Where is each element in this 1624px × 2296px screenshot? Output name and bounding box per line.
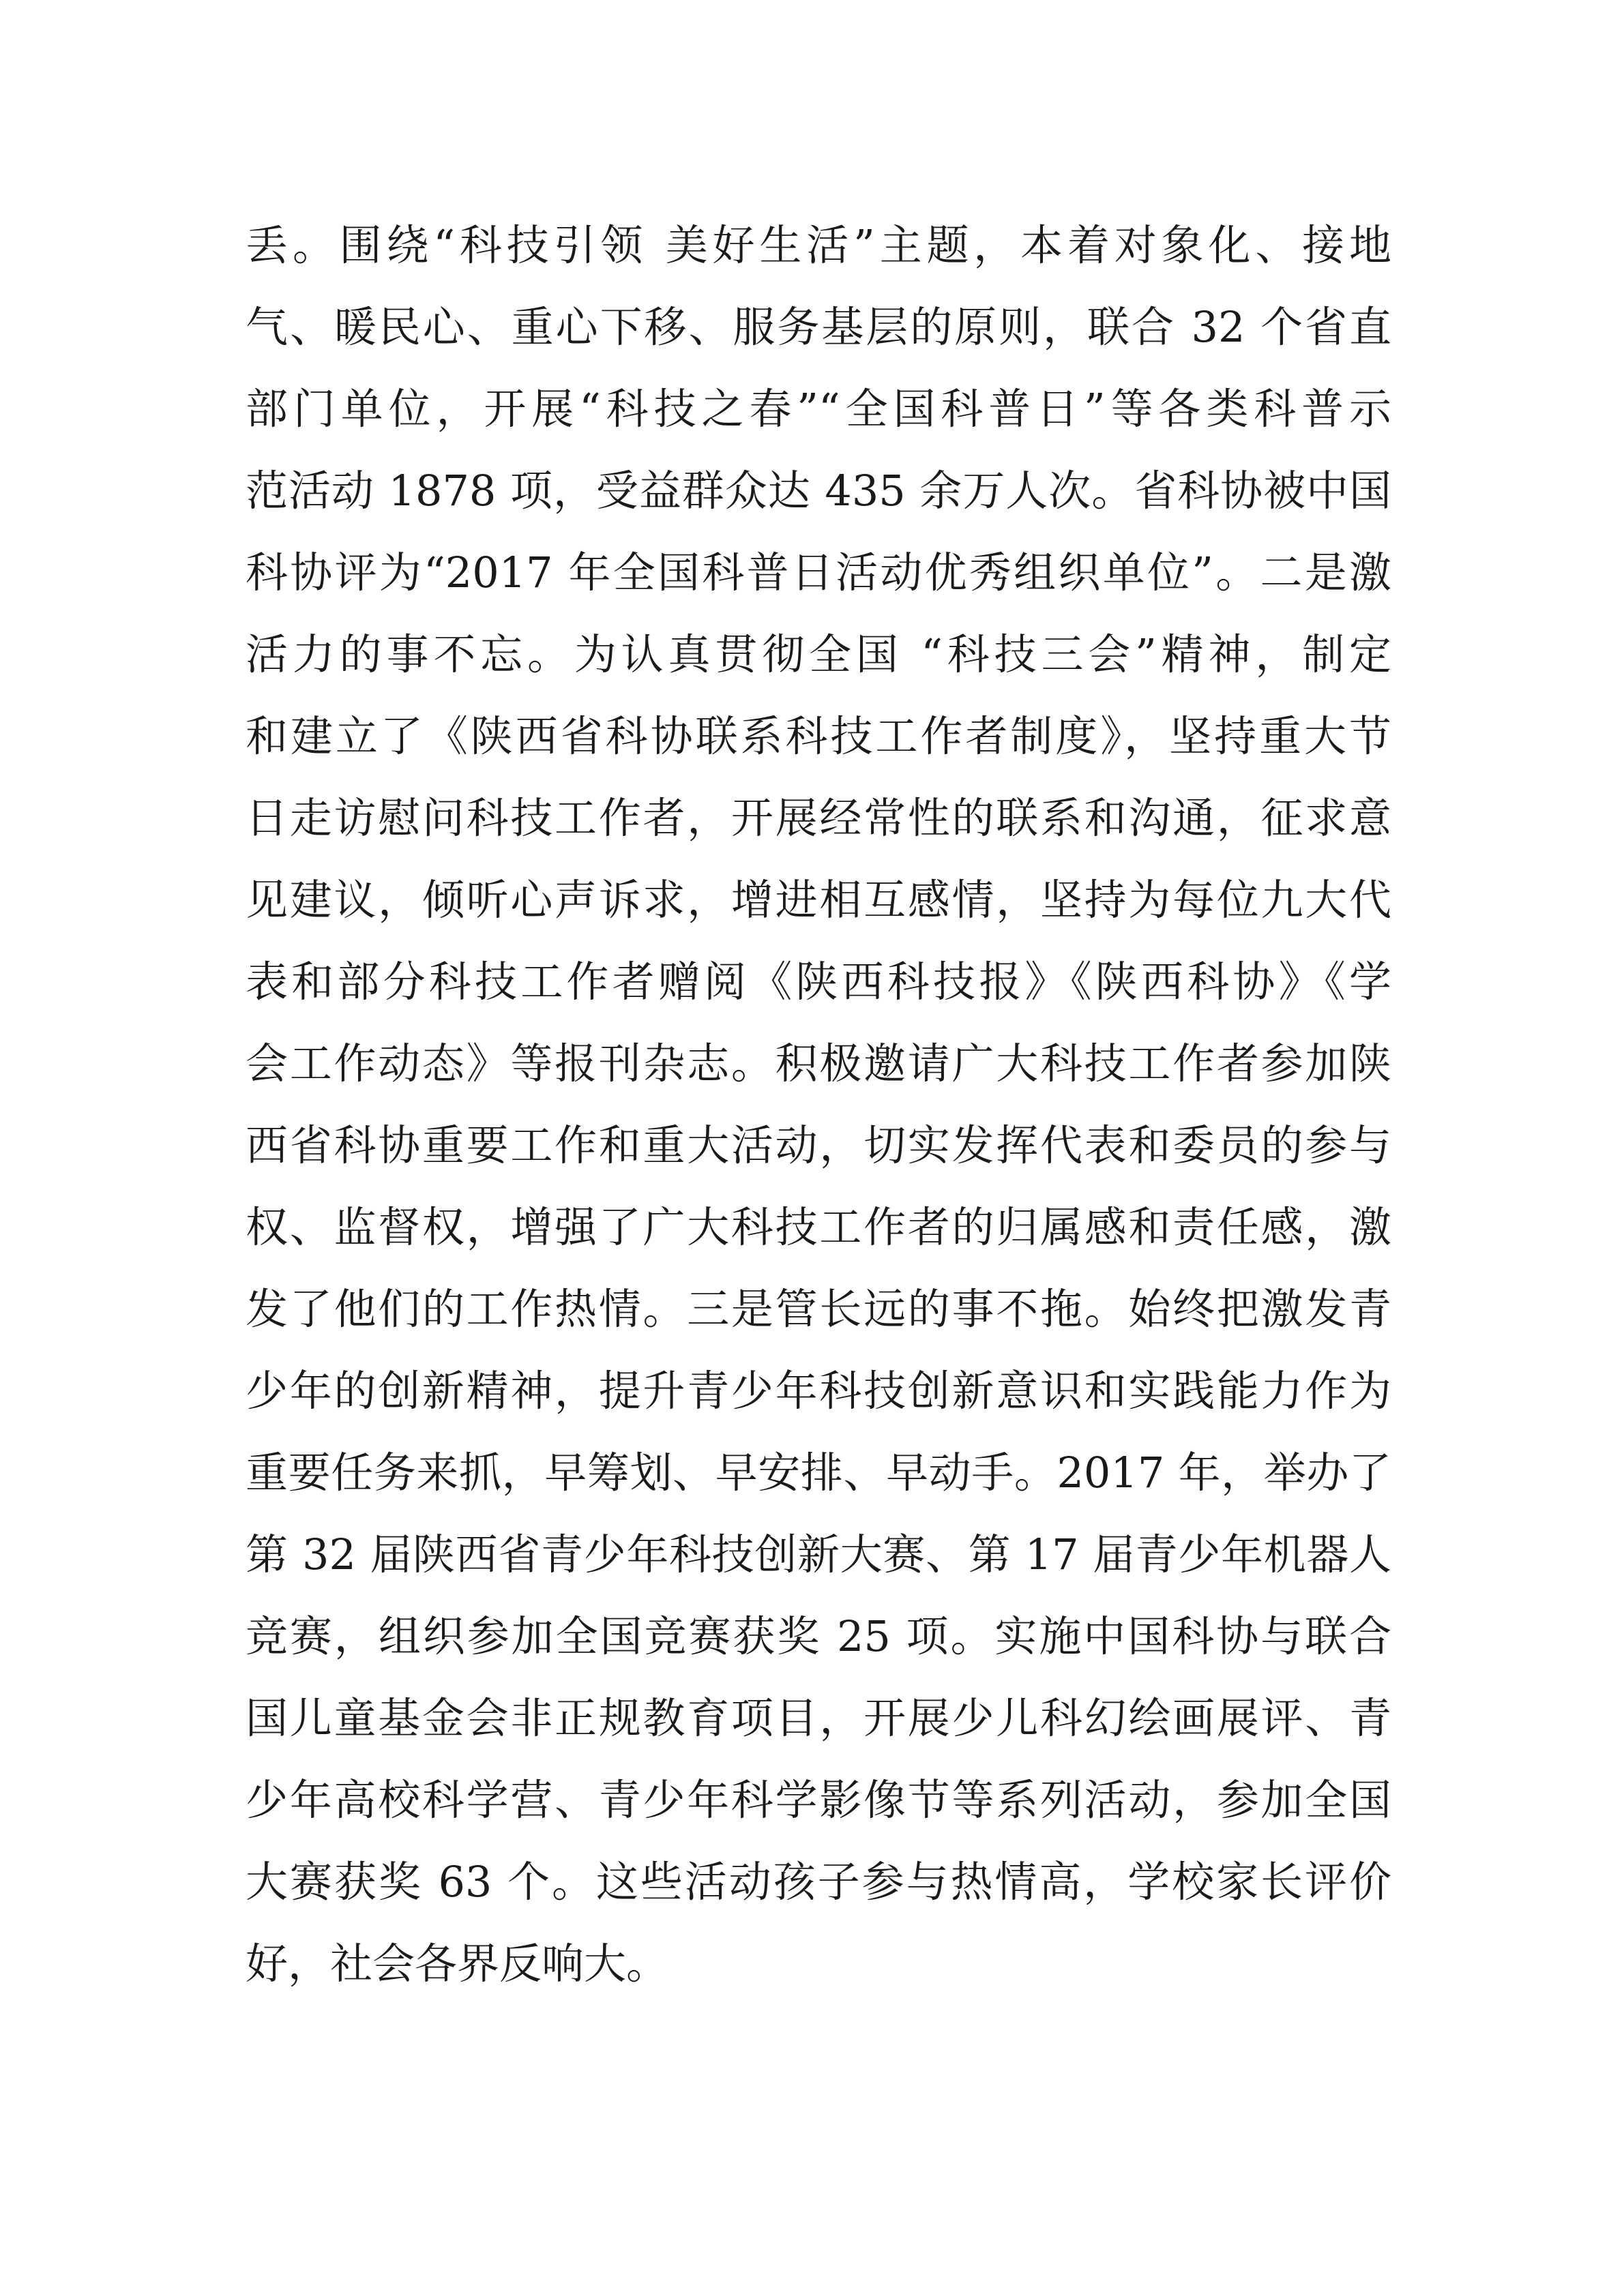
- text-line: 会工作动态》等报刊杂志。积极邀请广大科技工作者参加陕: [246, 1039, 1391, 1088]
- text-line: 权、监督权，增强了广大科技工作者的归属感和责任感，激: [246, 1202, 1391, 1252]
- text-line: 范活动 1878 项，受益群众达 435 余万人次。省科协被中国: [246, 466, 1391, 516]
- text-line-last: 好，社会各界反响大。: [246, 1939, 669, 1988]
- text-line: 丢。围绕“科技引领 美好生活”主题，本着对象化、接地: [246, 220, 1391, 270]
- text-line: 表和部分科技工作者赠阅《陕西科技报》《陕西科协》《学: [246, 957, 1391, 1007]
- text-line: 国儿童基金会非正规教育项目，开展少儿科幻绘画展评、青: [246, 1693, 1391, 1743]
- text-line: 日走访慰问科技工作者，开展经常性的联系和沟通，征求意: [246, 793, 1391, 843]
- text-line: 竞赛，组织参加全国竞赛获奖 25 项。实施中国科协与联合: [246, 1611, 1391, 1661]
- text-line: 科协评为“2017 年全国科普日活动优秀组织单位”。二是激: [246, 548, 1391, 597]
- text-line: 少年高校科学营、青少年科学影像节等系列活动，参加全国: [246, 1775, 1391, 1825]
- text-line: 重要任务来抓，早筹划、早安排、早动手。2017 年，举办了: [246, 1448, 1391, 1497]
- text-line: 和建立了《陕西省科协联系科技工作者制度》，坚持重大节: [246, 711, 1391, 761]
- text-line: 气、暖民心、重心下移、服务基层的原则，联合 32 个省直: [246, 302, 1391, 352]
- text-line: 西省科协重要工作和重大活动，切实发挥代表和委员的参与: [246, 1120, 1391, 1170]
- text-line: 大赛获奖 63 个。这些活动孩子参与热情高，学校家长评价: [246, 1857, 1391, 1907]
- text-line: 活力的事不忘。为认真贯彻全国 “科技三会”精神，制定: [246, 629, 1391, 679]
- text-line: 少年的创新精神，提升青少年科技创新意识和实践能力作为: [246, 1366, 1391, 1416]
- text-line: 见建议，倾听心声诉求，增进相互感情，坚持为每位九大代: [246, 875, 1391, 925]
- text-line: 第 32 届陕西省青少年科技创新大赛、第 17 届青少年机器人: [246, 1530, 1391, 1579]
- text-line: 发了他们的工作热情。三是管长远的事不拖。始终把激发青: [246, 1284, 1391, 1334]
- text-line: 部门单位，开展“科技之春”“全国科普日”等各类科普示: [246, 384, 1391, 434]
